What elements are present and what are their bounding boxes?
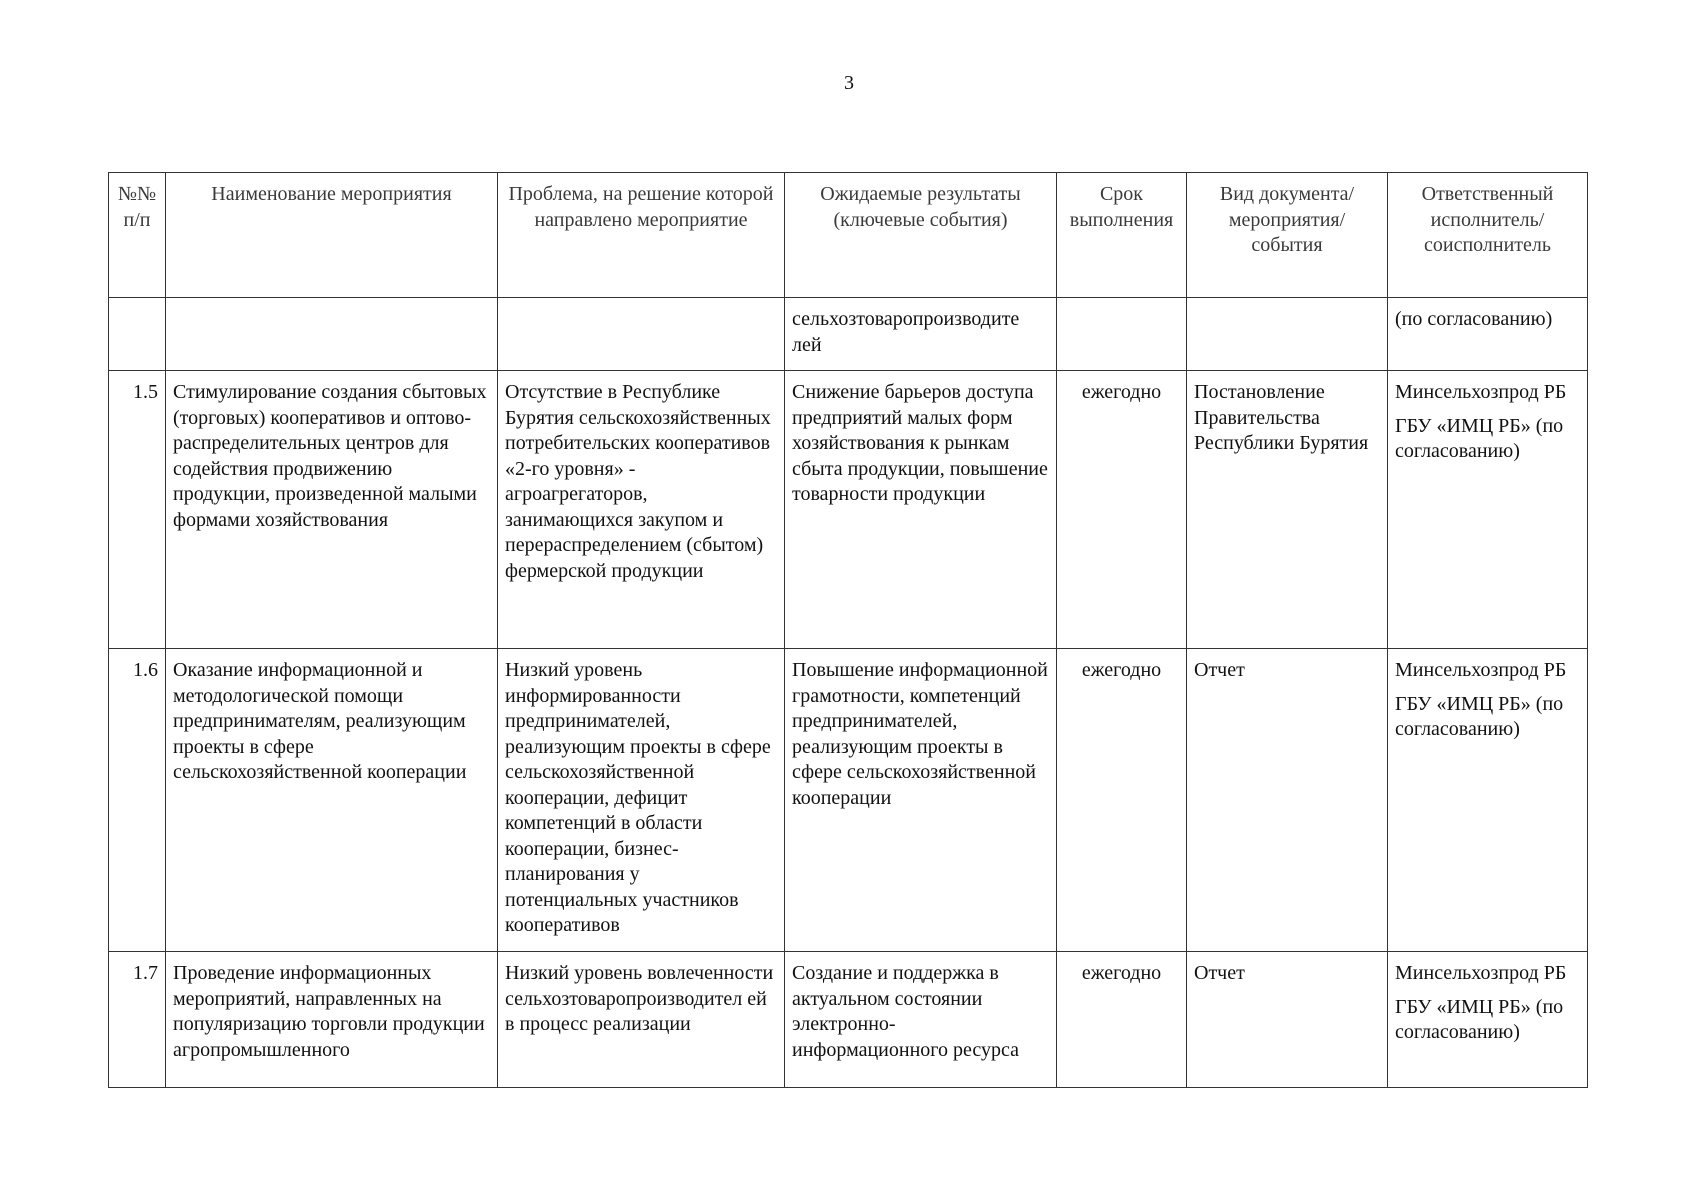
cell-doc: Постановление Правительства Республики Бурятия: [1187, 371, 1388, 649]
cell-num: [109, 298, 166, 371]
cell-resp-line: ГБУ «ИМЦ РБ» (по согласованию): [1395, 414, 1564, 462]
cell-term: ежегодно: [1057, 649, 1187, 952]
cell-num: 1.5: [109, 371, 166, 649]
cell-resp-line: ГБУ «ИМЦ РБ» (по согласованию): [1395, 692, 1564, 740]
cell-doc: Отчет: [1187, 952, 1388, 1088]
cell-problem: Низкий уровень информированности предпринимателей, реализующим проекты в сфере сельскохозяйственной кооперации, дефицит компетенций в области кооперации, бизнес-планирования у потенциальных участников кооперативов: [498, 649, 785, 952]
cell-resp: [1388, 952, 1588, 1088]
cell-name: Оказание информационной и методологической помощи предпринимателям, реализующим проекты в сфере сельскохозяйственной кооперации: [166, 649, 498, 952]
header-name: Наименование мероприятия: [166, 173, 498, 298]
cell-resp: [1388, 649, 1588, 952]
cell-problem: [498, 298, 785, 371]
header-num: №№ п/п: [109, 173, 166, 298]
cell-term: ежегодно: [1057, 952, 1187, 1088]
cell-resp-line: Минсельхозпрод РБ: [1395, 659, 1567, 681]
cell-resp-line: (по согласованию): [1395, 308, 1553, 330]
header-results: Ожидаемые результаты (ключевые события): [785, 173, 1057, 298]
header-doc: Вид документа/ мероприятия/ события: [1187, 173, 1388, 298]
cell-resp: [1388, 298, 1588, 371]
header-problem: Проблема, на решение которой направлено мероприятие: [498, 173, 785, 298]
cell-num: 1.6: [109, 649, 166, 952]
cell-results: Повышение информационной грамотности, компетенций предпринимателей, реализующим проекты в сфере сельскохозяйственной кооперации: [785, 649, 1057, 952]
table-header-row: [109, 173, 1588, 298]
cell-doc: [1187, 298, 1388, 371]
cell-resp-line: ГБУ «ИМЦ РБ» (по согласованию): [1395, 995, 1564, 1043]
cell-doc: Отчет: [1187, 649, 1388, 952]
header-resp: Ответственный исполнитель/ соисполнитель: [1388, 173, 1588, 298]
cell-term: [1057, 298, 1187, 371]
cell-term: ежегодно: [1057, 371, 1187, 649]
cell-results: Снижение барьеров доступа предприятий малых форм хозяйствования к рынкам сбыта продукции, повышение товарности продукции: [785, 371, 1057, 649]
cell-results: Создание и поддержка в актуальном состоянии электронно-информационного ресурса: [785, 952, 1057, 1088]
cell-problem: Отсутствие в Республике Бурятия сельскохозяйственных потребительских кооперативов «2-го уровня» - агроагрегаторов, занимающихся закупом и перераспределением (сбытом) фермерской продукции: [498, 371, 785, 649]
table-row: [109, 371, 1588, 649]
cell-results: сельхозтоваропроизводите лей: [785, 298, 1057, 371]
cell-resp: [1388, 371, 1588, 649]
cell-problem: Низкий уровень вовлеченности сельхозтоваропроизводител ей в процесс реализации: [498, 952, 785, 1088]
table-row: [109, 298, 1588, 371]
page-number: 3: [844, 72, 854, 94]
table-row: [109, 952, 1588, 1088]
cell-num: 1.7: [109, 952, 166, 1088]
cell-name: [166, 298, 498, 371]
cell-name: Проведение информационных мероприятий, направленных на популяризацию торговли продукции агропромышленного: [166, 952, 498, 1088]
cell-name: Стимулирование создания сбытовых (торговых) кооперативов и оптово-распределительных центров для содействия продвижению продукции, произведенной малыми формами хозяйствования: [166, 371, 498, 649]
header-term: Срок выполнения: [1057, 173, 1187, 298]
cell-resp-line: Минсельхозпрод РБ: [1395, 381, 1567, 403]
action-plan-table: [108, 172, 1588, 1088]
table-row: [109, 649, 1588, 952]
cell-resp-line: Минсельхозпрод РБ: [1395, 962, 1567, 984]
